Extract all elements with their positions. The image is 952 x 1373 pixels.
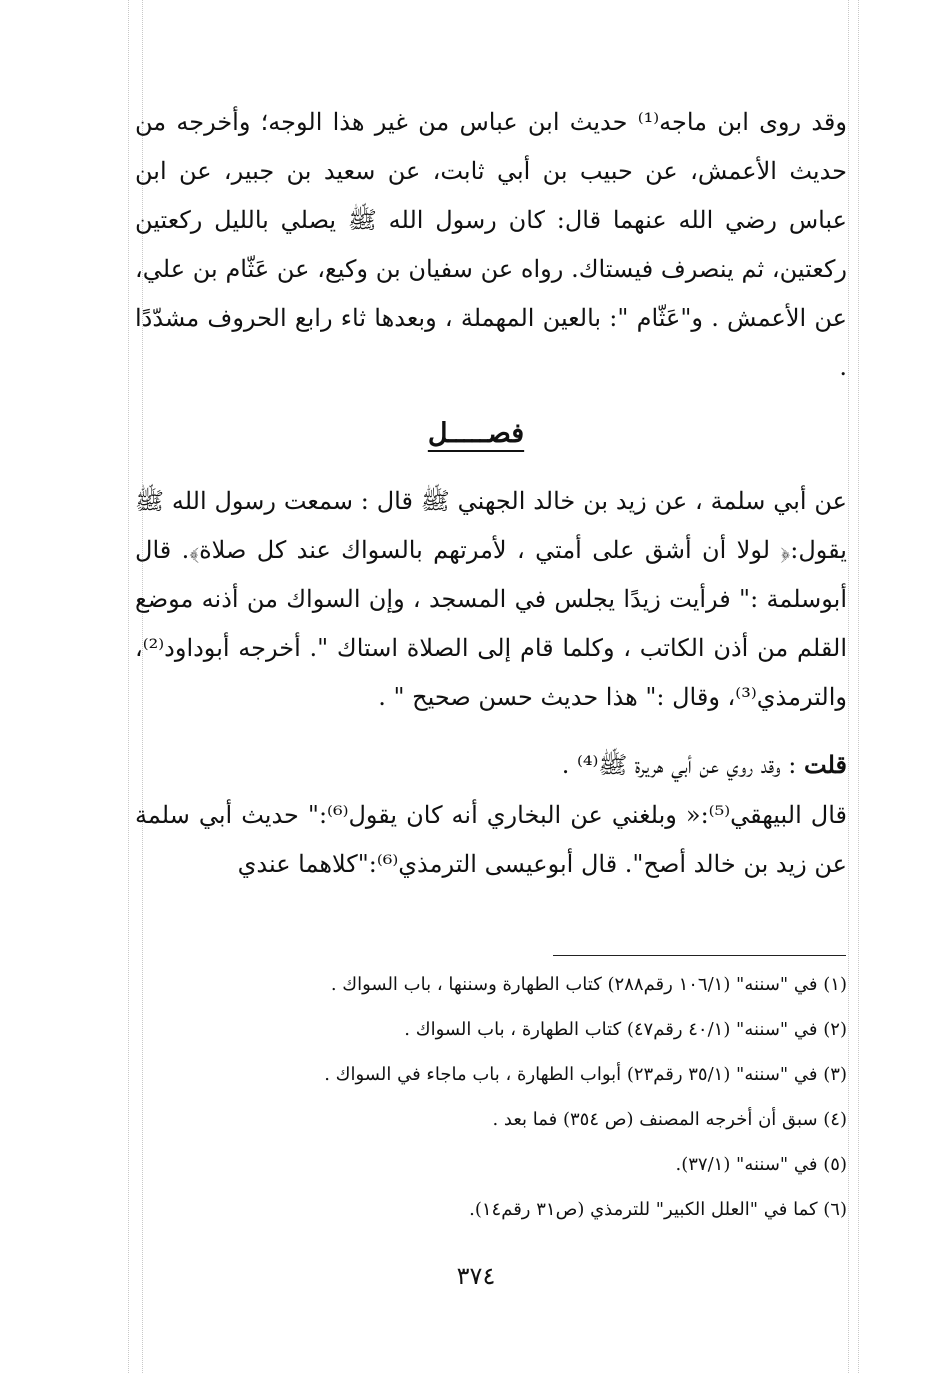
footnote-5: (٥) في "سننه" (٣٧/١).: [675, 1154, 847, 1175]
page-number: ٣٧٤: [456, 1262, 496, 1290]
paragraph-bayhaqi: قال البيهقي⁽⁵⁾:« وبلغني عن البخاري أنه كان يقول⁽⁶⁾:" حديث أبي سلمة عن زيد بن خالد أصح". قال أبوعيسى الترمذي⁽⁶⁾:"كلاهما عندي: [135, 801, 848, 878]
margin-guide-line: [128, 0, 129, 1373]
qultu-text: : وقد روي عن أبي هريرة ﷺ⁽⁴⁾ .: [561, 751, 805, 779]
footnote-3: (٣) في "سننه" (٣٥/١ رقم٢٣) أبواب الطهارة ، باب ماجاء في السواك .: [324, 1064, 847, 1085]
footnote-separator: [553, 955, 846, 956]
margin-guide-line: [848, 0, 849, 1373]
footnote-6: (٦) كما في "العلل الكبير" للترمذي (ص٣١ رقم١٤).: [469, 1199, 847, 1220]
footnote-1: (١) في "سننه" (١٠٦/١ رقم٢٨٨) كتاب الطهارة وسننها ، باب السواك .: [330, 974, 847, 995]
footnote-2: (٢) في "سننه" (٤٠/١ رقم٤٧) كتاب الطهارة ، باب السواك .: [404, 1019, 847, 1040]
margin-guide-line: [858, 0, 859, 1373]
paragraph-ibn-majah: وقد روى ابن ماجه⁽¹⁾ حديث ابن عباس من غير هذا الوجه؛ وأخرجه من حديث الأعمش، عن حبيب بن أبي ثابت، عن سعيد بن جبير، عن ابن عباس رضي الله عنهما قال: كان رسول الله ﷺ يصلي بالليل ركعتين ركعتين، ثم ينصرف فيستاك. رواه عن سفيان بن وكيع، عن عَثّام بن علي، عن الأعمش . و"عَثّام ": بالعين المهملة ، وبعدها ثاء رابع الحروف مشدّدًا .: [135, 108, 847, 381]
footnote-4: (٤) سبق أن أخرجه المصنف (ص ٣٥٤) فما بعد .: [492, 1109, 847, 1130]
section-heading-text: فصـــــل: [427, 418, 525, 449]
qultu-label: قلت: [804, 750, 847, 779]
footnotes: [135, 970, 847, 1240]
paragraph-qultu: [135, 740, 847, 790]
paragraph-abu-salamah: عن أبي سلمة ، عن زيد بن خالد الجهني ﷺ قال : سمعت رسول الله ﷺ يقول:﴿ لولا أن أشق على أمتي ، لأمرتهم بالسواك عند كل صلاة﴾. قال أبوسلمة :" فرأيت زيدًا يجلس في المسجد ، وإن السواك من أذنه موضع القلم من أذن الكاتب ، وكلما قام إلى الصلاة استاك ". أخرجه أبوداود⁽²⁾، والترمذي⁽³⁾، وقال :" هذا حديث حسن صحيح " .: [135, 487, 847, 711]
section-heading: [0, 418, 952, 449]
